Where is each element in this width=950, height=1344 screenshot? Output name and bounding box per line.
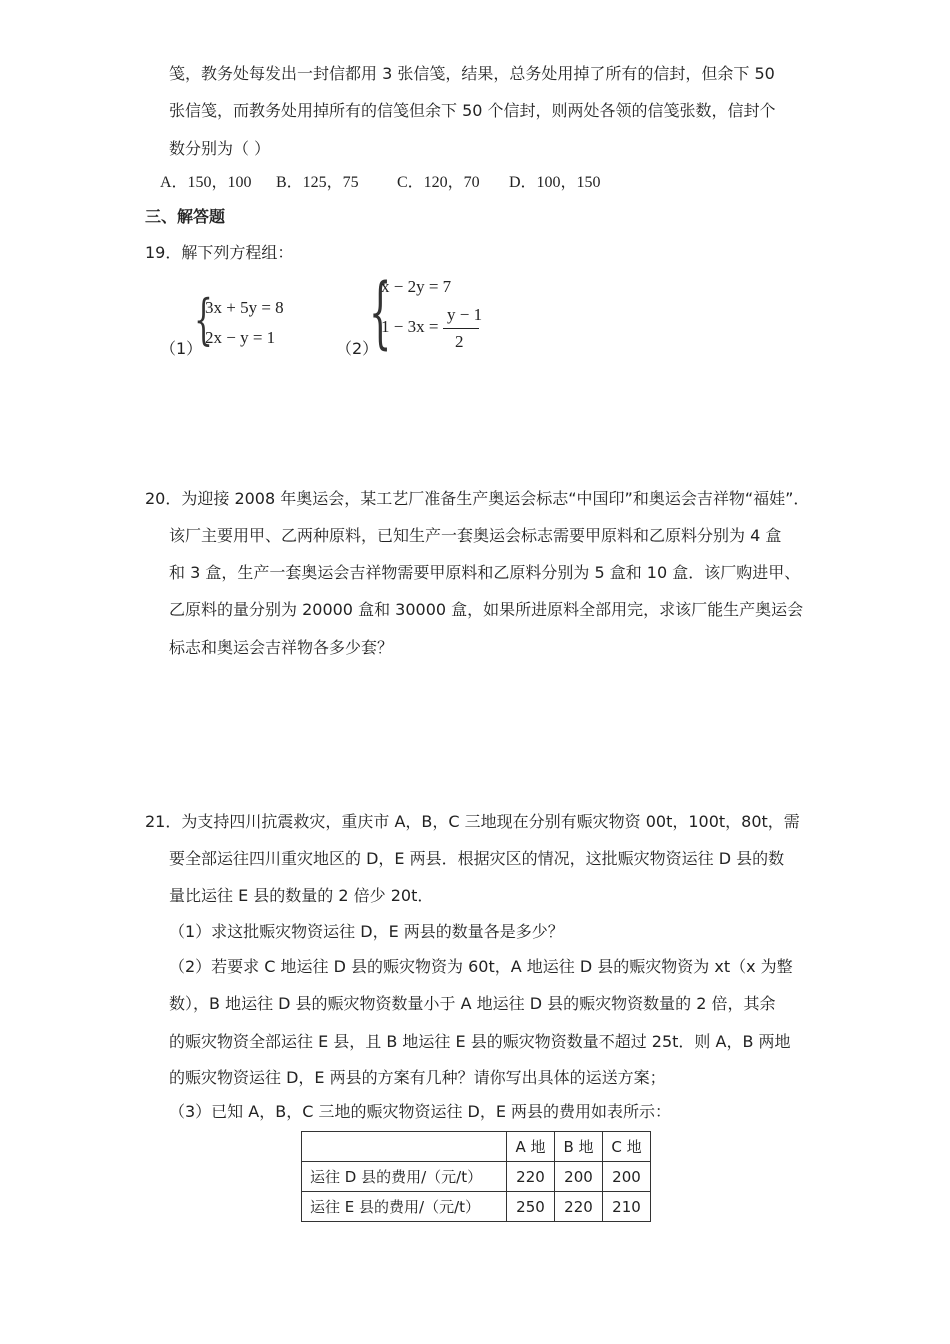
q20-line-3: 和 3 盒，生产一套奥运会吉祥物需要甲原料和乙原料分别为 5 盒和 10 盒．该厂购进甲、 (169, 563, 801, 582)
q19-part2-label: （2） (336, 339, 379, 358)
q19-intro: 19．解下列方程组： (145, 243, 294, 262)
left-brace-icon: { (369, 268, 392, 358)
table-row-label: 运往 E 县的费用/（元/t） (302, 1192, 507, 1222)
q19-part1-eq2: 2x − y = 1 (205, 328, 276, 347)
table-row-label: 运往 D 县的费用/（元/t） (302, 1162, 507, 1192)
freight-cost-table (301, 1131, 651, 1222)
q21-line-3: 量比运往 E 县的数量的 2 倍少 20t． (169, 886, 434, 905)
q20-line-4: 乙原料的量分别为 20000 盒和 30000 盒，如果所进原料全部用完，求该厂能生产奥运会 (169, 600, 804, 619)
table-cell: 250 (507, 1192, 555, 1222)
table-header-cell: A 地 (507, 1132, 555, 1162)
q21-sub2-line-4: 的赈灾物资运往 D，E 两县的方案有几种？请你写出具体的运送方案； (169, 1068, 666, 1087)
q21-sub1: （1）求这批赈灾物资运往 D，E 两县的数量各是多少？ (169, 922, 564, 941)
q18-line-2: 张信笺，而教务处用掉所有的信笺但余下 50 个信封，则两处各领的信笺张数，信封个 (169, 101, 776, 120)
q18-option-a: A．150，100 (160, 174, 252, 191)
q18-line-1: 笺，教务处每发出一封信都用 3 张信笺，结果，总务处用掉了所有的信封，但余下 50 (169, 64, 775, 83)
table-cell: 220 (555, 1192, 603, 1222)
q19-part1-eq1: 3x + 5y = 8 (205, 298, 284, 317)
q18-option-d: D．100，150 (509, 174, 601, 191)
q21-line-1: 21．为支持四川抗震救灾，重庆市 A，B，C 三地现在分别有赈灾物资 00t，100t，80t，需 (145, 812, 800, 831)
q19-part2-fraction-numerator: y − 1 (447, 305, 483, 324)
table-header-cell: C 地 (603, 1132, 651, 1162)
table-row (302, 1192, 651, 1222)
table-cell: 210 (603, 1192, 651, 1222)
q21-sub2-line-1: （2）若要求 C 地运往 D 县的赈灾物资为 60t，A 地运往 D 县的赈灾物资为 xt（x 为整 (169, 957, 793, 976)
q21-sub2-line-3: 的赈灾物资全部运往 E 县，且 B 地运往 E 县的赈灾物资数量不超过 25t．则 A，B 两地 (169, 1032, 791, 1051)
q18-line-3: 数分别为（ ） (169, 139, 271, 158)
q20-line-2: 该厂主要用甲、乙两种原料，已知生产一套奥运会标志需要甲原料和乙原料分别为 4 盒 (169, 526, 782, 545)
table-cell: 220 (507, 1162, 555, 1192)
section-title: 三、解答题 (145, 207, 226, 226)
q21-sub2-line-2: 数），B 地运往 D 县的赈灾物资数量小于 A 地运往 D 县的赈灾物资数量的 2 倍，其余 (169, 994, 776, 1013)
table-header-cell: B 地 (555, 1132, 603, 1162)
q18-option-c: C．120，70 (397, 174, 480, 191)
q19-part2-fraction-denominator: 2 (455, 332, 464, 351)
table-header-cell (302, 1132, 507, 1162)
table-cell: 200 (603, 1162, 651, 1192)
table-cell: 200 (555, 1162, 603, 1192)
q21-sub3: （3）已知 A，B，C 三地的赈灾物资运往 D，E 两县的费用如表所示： (169, 1102, 672, 1121)
q20-line-1: 20．为迎接 2008 年奥运会，某工艺厂准备生产奥运会标志“中国印”和奥运会吉祥物“福娃”． (145, 489, 810, 508)
q18-option-b: B．125，75 (276, 174, 359, 191)
table-row (302, 1162, 651, 1192)
q20-line-5: 标志和奥运会吉祥物各多少套？ (169, 638, 394, 657)
q19-part1-label: （1） (160, 339, 203, 358)
q19-part2-eq1: x − 2y = 7 (381, 277, 452, 296)
q21-line-2: 要全部运往四川重灾地区的 D，E 两县．根据灾区的情况，这批赈灾物资运往 D 县的数 (169, 849, 785, 868)
table-header-row (302, 1132, 651, 1162)
fraction-bar (443, 328, 479, 329)
left-brace-icon: { (194, 288, 213, 351)
q19-part2-eq2-left: 1 − 3x = (381, 317, 439, 336)
